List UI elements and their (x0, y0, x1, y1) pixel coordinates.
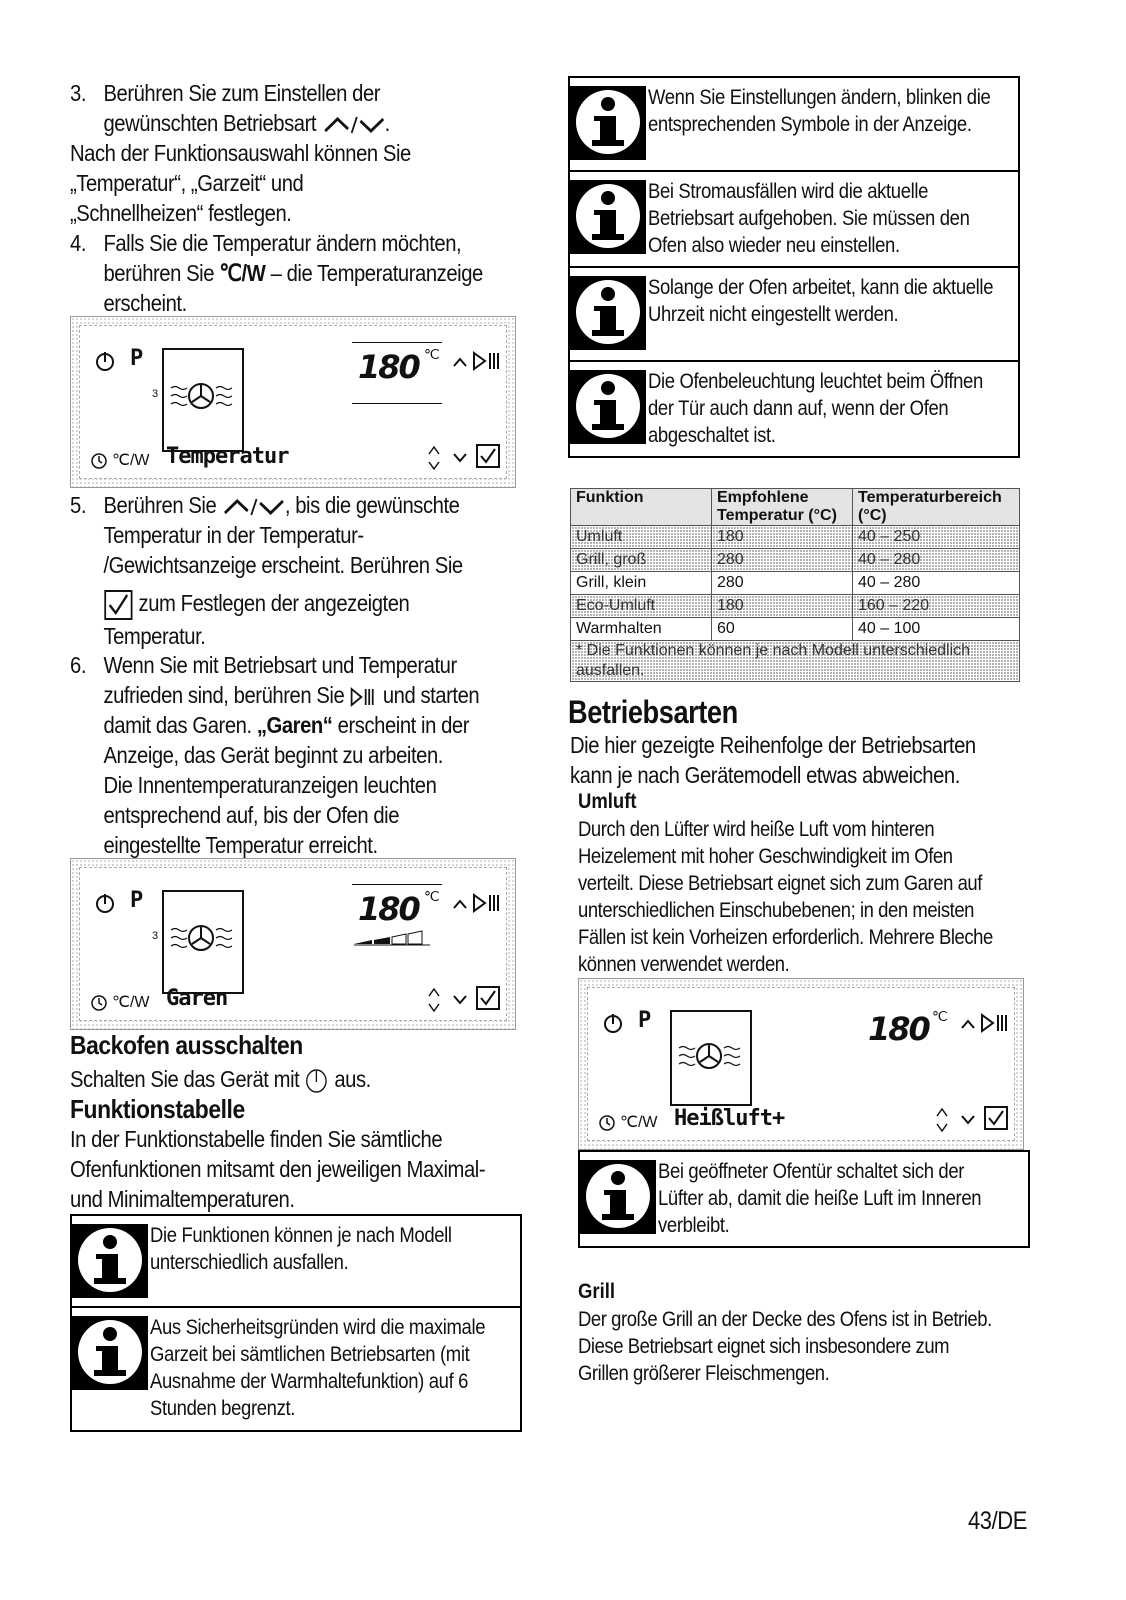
table-row: Umluft 180 40 – 250 (571, 526, 1020, 549)
page-number: 43/DE (968, 1507, 1027, 1535)
table-footnote: * Die Funktionen können je nach Modell unterschiedlich ausfallen. (571, 641, 1020, 682)
fan-icon (674, 1038, 744, 1074)
temperature-value: 180 (358, 348, 419, 386)
start-pause-icon (472, 892, 504, 914)
oven-display-hotair (578, 978, 1024, 1150)
updown-chevron-icon (934, 1106, 950, 1134)
clock-icon (598, 1114, 616, 1132)
off-text: Schalten Sie das Gerät mit aus. (70, 1066, 371, 1092)
table-header: Temperaturbereich (°C) (853, 489, 1020, 526)
temperature-unit: ℃ (424, 346, 440, 362)
info-note: Wenn Sie Einstellungen ändern, blinken die entsprechenden Symbole in der Anzeige. (570, 78, 1018, 172)
power-icon (94, 350, 116, 372)
info-note: Aus Sicherheitsgründen wird die maximale Garzeit bei sämtlichen Betriebsarten (mit Ausnahme der Warmhaltefunktion) auf 6 Stunden begrenzt. (72, 1308, 520, 1430)
down-arrow-icon (960, 1114, 976, 1126)
section-heading-modes: Betriebsarten (568, 694, 738, 730)
temp-weight-symbol: ℃/W (112, 994, 150, 1011)
info-icon (580, 1160, 656, 1234)
info-note-fan (578, 1150, 1030, 1248)
power-icon (602, 1012, 624, 1034)
after-step-3: Nach der Funktionsauswahl können Sie „Temperatur“, „Garzeit“ und „Schnellheizen“ festlegen. (70, 140, 411, 226)
temperature-value: 180 (358, 890, 419, 928)
fan-icon (166, 378, 236, 414)
temperature-unit: ℃ (932, 1008, 948, 1024)
oven-display-temperature (70, 316, 516, 488)
info-icon (72, 1224, 148, 1298)
section-heading-table: Funktionstabelle (70, 1094, 245, 1124)
modes-intro: Die hier gezeigte Reihenfolge der Betriebsarten kann je nach Gerätemodell etwas abweichen. (570, 732, 976, 788)
start-pause-icon (980, 1012, 1012, 1034)
info-notes-left (70, 1214, 522, 1432)
step-5: 5. Berühren Sie , bis die gewünschte Temperatur in der Temperatur- /Gewichtsanzeige erscheint. Berühren Sie zum Festlegen der angezeigten Temperatur. (70, 492, 463, 649)
step-3: 3. Berühren Sie zum Einstellen der gewünschten Betriebsart . (70, 80, 390, 136)
start-pause-icon (349, 686, 377, 708)
up-down-arrows-icon (321, 115, 384, 135)
info-notes-right (568, 76, 1020, 458)
heating-progress-bar (352, 930, 432, 946)
program-p: P (638, 1008, 651, 1033)
step-6: 6. Wenn Sie mit Betriebsart und Temperatur zufrieden sind, berühren Sie und starten damit das Garen. „Garen“ erscheint in der Anzeige, das Gerät beginnt zu arbeiten. Die Innentemperaturanzeigen leuchten entsprechend auf, bis der Ofen die eingestellte Temperatur erreicht. (70, 652, 480, 858)
confirm-check-icon (984, 1106, 1008, 1130)
clock-icon (90, 452, 108, 470)
table-header: Empfohlene Temperatur (°C) (712, 489, 853, 526)
info-note: Bei geöffneter Ofentür schaltet sich der Lüfter ab, damit die heiße Luft im Inneren verbleibt. (580, 1152, 1028, 1246)
temp-weight-symbol: ℃/W (620, 1114, 658, 1131)
confirm-check-icon (476, 444, 500, 468)
updown-chevron-icon (426, 444, 442, 472)
mode-text-umluft: Durch den Lüfter wird heiße Luft vom hinteren Heizelement mit hoher Geschwindigkeit im Ofen verteilt. Diese Betriebsart eignet sich zum Garen auf unterschiedlichen Einschubebenen; in den meisten Fällen ist kein Vorheizen erforderlich. Mehrere Bleche können verwendet werden. (578, 818, 993, 976)
table-row: Grill, groß 280 40 – 280 (571, 549, 1020, 572)
step-4: 4. Falls Sie die Temperatur ändern möchten, berühren Sie ℃/W – die Temperaturanzeige erscheint. (70, 230, 483, 316)
confirm-check-icon (103, 589, 133, 621)
info-icon (570, 370, 646, 444)
function-table (570, 488, 1020, 682)
table-row: Eco-Umluft 180 160 – 220 (571, 595, 1020, 618)
oven-display-cooking (70, 858, 516, 1030)
info-icon (72, 1316, 148, 1390)
table-row: Warmhalten 60 40 – 100 (571, 618, 1020, 641)
rack-level: 3 (152, 388, 159, 400)
table-intro: In der Funktionstabelle finden Sie sämtliche Ofenfunktionen mitsamt den jeweiligen Maximal- und Minimaltemperaturen. (70, 1126, 486, 1212)
info-icon (570, 276, 646, 350)
confirm-check-icon (476, 986, 500, 1010)
up-arrow-icon (452, 356, 468, 368)
program-p: P (130, 888, 143, 913)
table-header-row (571, 489, 1020, 526)
program-p: P (130, 346, 143, 371)
rack-level: 3 (152, 930, 159, 942)
info-note: Solange der Ofen arbeitet, kann die aktuelle Uhrzeit nicht eingestellt werden. (570, 268, 1018, 362)
info-note: Die Ofenbeleuchtung leuchtet beim Öffnen der Tür auch dann auf, wenn der Ofen abgeschaltet ist. (570, 362, 1018, 456)
table-header: Funktion (571, 489, 712, 526)
info-icon (570, 180, 646, 254)
section-heading-off: Backofen ausschalten (70, 1030, 303, 1060)
down-arrow-icon (452, 994, 468, 1006)
mode-title-grill: Grill (578, 1280, 615, 1303)
start-pause-icon (472, 350, 504, 372)
temperature-unit: ℃ (424, 888, 440, 904)
power-icon (94, 892, 116, 914)
down-arrow-icon (452, 452, 468, 464)
fan-icon (166, 920, 236, 956)
temp-weight-symbol: ℃/W (112, 452, 150, 469)
display-label: Heißluft+ (674, 1106, 785, 1131)
info-icon (570, 86, 646, 160)
temperature-value: 180 (868, 1010, 929, 1048)
table-row: Grill, klein 280 40 – 280 (571, 572, 1020, 595)
up-down-arrows-icon (221, 497, 284, 517)
mode-title-umluft: Umluft (578, 790, 637, 813)
clock-icon (90, 994, 108, 1012)
info-note: Die Funktionen können je nach Modell unterschiedlich ausfallen. (72, 1216, 520, 1308)
mode-text-grill: Der große Grill an der Decke des Ofens ist in Betrieb. Diese Betriebsart eignet sich insbesondere zum Grillen größerer Fleischmengen. (578, 1308, 992, 1385)
power-icon (304, 1068, 329, 1094)
updown-chevron-icon (426, 986, 442, 1014)
info-note: Bei Stromausfällen wird die aktuelle Betriebsart aufgehoben. Sie müssen den Ofen also wieder neu einstellen. (570, 172, 1018, 268)
up-arrow-icon (452, 898, 468, 910)
up-arrow-icon (960, 1018, 976, 1030)
display-label: Garen (166, 986, 228, 1011)
display-label: Temperatur (166, 444, 289, 469)
